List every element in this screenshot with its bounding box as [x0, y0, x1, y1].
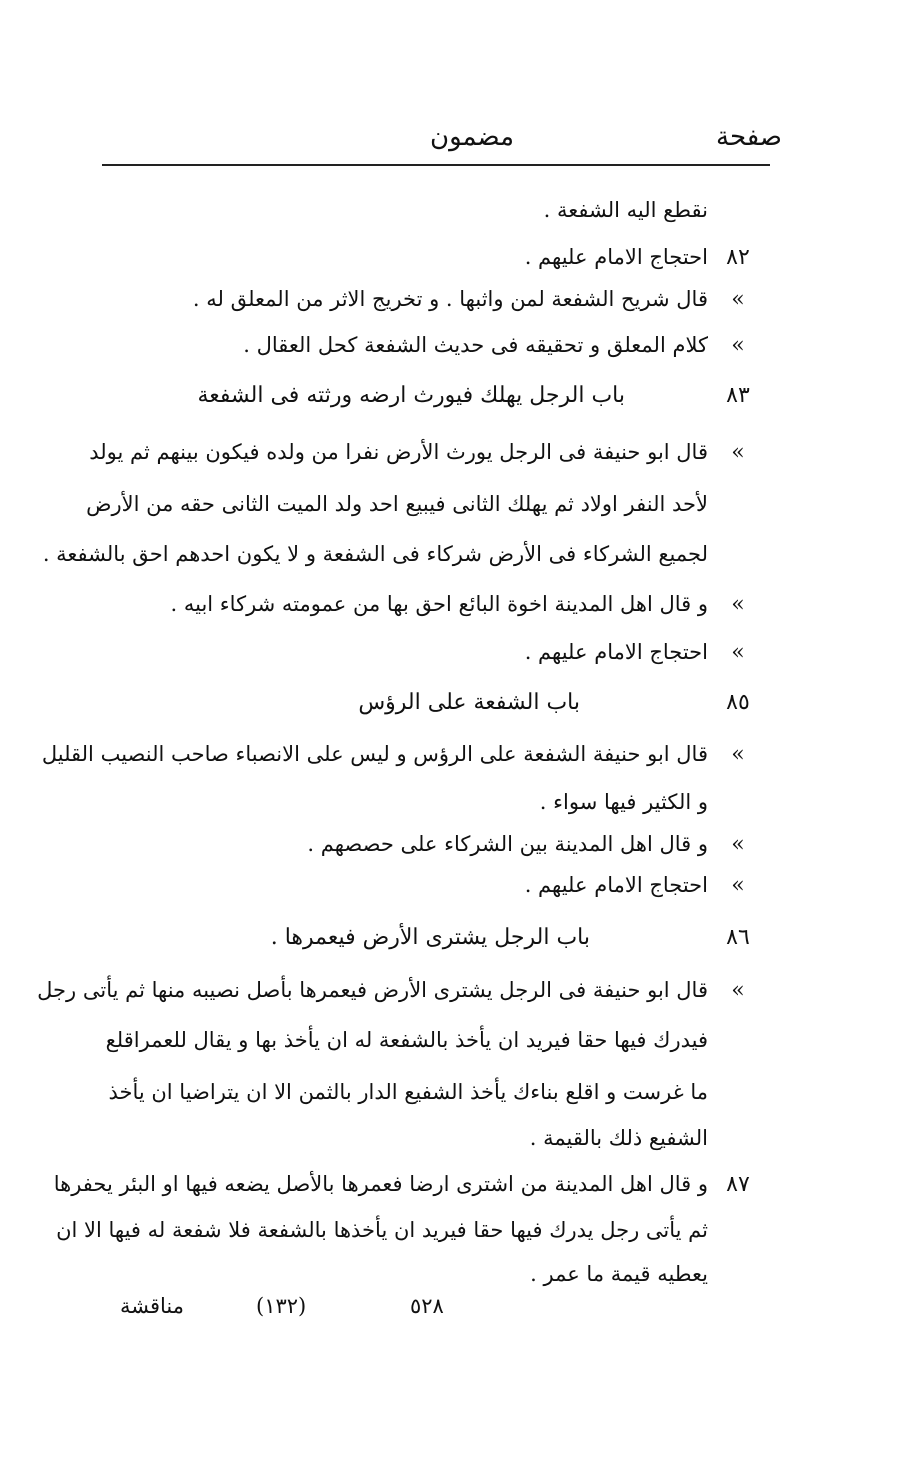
entry-number: » — [731, 592, 745, 617]
entry-text-line: احتجاج الامام عليهم . — [524, 245, 708, 269]
entry-text-line: ما غرست و اقلع بناءك يأخذ الشفيع الدار بالثمن الا ان يتراضيا ان يأخذ — [108, 1080, 708, 1104]
entry-text-line: الشفيع ذلك بالقيمة . — [529, 1126, 708, 1150]
entry-number: ٨٥ — [726, 690, 750, 715]
entry-number: ٨٧ — [726, 1172, 750, 1197]
header-divider — [102, 164, 770, 166]
entry-text-line: نقطع اليه الشفعة . — [543, 198, 708, 222]
entry-text-line: و قال اهل المدينة بين الشركاء على حصصهم . — [307, 832, 708, 856]
entry-text-line: و الكثير فيها سواء . — [539, 790, 708, 814]
entry-number: » — [731, 287, 745, 312]
entry-text-line: قال ابو حنيفة فى الرجل يورث الأرض نفرا من ولده فيكون بينهم ثم يولد — [89, 440, 708, 464]
entry-text-line: فيدرك فيها حقا فيريد ان يأخذ بالشفعة له ان يأخذ بها و يقال للعمراقلع — [105, 1028, 708, 1052]
column-header-page: صفحة — [716, 122, 782, 152]
entry-number: » — [731, 873, 745, 898]
chapter-heading: باب الرجل يهلك فيورث ارضه ورثته فى الشفعة — [197, 383, 625, 408]
entry-text-line: يعطيه قيمة ما عمر . — [530, 1262, 708, 1286]
entry-text-line: قال شريح الشفعة لمن واثبها . و تخريج الاثر من المعلق له . — [192, 287, 708, 311]
entry-number: » — [731, 832, 745, 857]
entry-number: » — [731, 742, 745, 767]
entry-text-line: احتجاج الامام عليهم . — [524, 873, 708, 897]
entry-text-line: كلام المعلق و تحقيقه فى حديث الشفعة كحل العقال . — [243, 333, 708, 357]
column-header-content: مضمون — [430, 122, 515, 152]
entry-text-line: لجميع الشركاء فى الأرض شركاء فى الشفعة و لا يكون احدهم احق بالشفعة . — [42, 542, 708, 566]
entry-text-line: ثم يأتى رجل يدرك فيها حقا فيريد ان يأخذها بالشفعة فلا شفعة له فيها الا ان — [56, 1218, 708, 1242]
entry-text-line: لأحد النفر اولاد ثم يهلك الثانى فيبيع احد ولد الميت الثانى حقه من الأرض — [86, 492, 708, 516]
entry-text-line: و قال اهل المدينة من اشترى ارضا فعمرها بالأصل يضعه فيها او البئر يحفرها — [53, 1172, 708, 1196]
entry-text-line: قال ابو حنيفة فى الرجل يشترى الأرض فيعمرها بأصل نصيبه منها ثم يأتى رجل — [37, 978, 708, 1002]
entry-number: » — [731, 333, 745, 358]
entry-number: » — [731, 978, 745, 1003]
entry-number: » — [731, 440, 745, 465]
entry-number: » — [731, 640, 745, 665]
chapter-heading: باب الشفعة على الرؤس — [358, 690, 580, 715]
entry-number: ٨٣ — [726, 383, 750, 408]
entry-number: ٨٢ — [726, 245, 750, 270]
footer-page-number: ٥٢٨ — [410, 1294, 444, 1318]
entry-text-line: احتجاج الامام عليهم . — [524, 640, 708, 664]
entry-text-line: قال ابو حنيفة الشفعة على الرؤس و ليس على الانصباء صاحب النصيب القليل — [41, 742, 708, 766]
footer-sequence: (١٣٢) — [256, 1294, 307, 1318]
footer-section: مناقشة — [120, 1294, 185, 1318]
chapter-heading: باب الرجل يشترى الأرض فيعمرها . — [270, 925, 590, 950]
entry-text-line: و قال اهل المدينة اخوة البائع احق بها من عمومته شركاء ابيه . — [170, 592, 708, 616]
entry-number: ٨٦ — [726, 925, 750, 950]
